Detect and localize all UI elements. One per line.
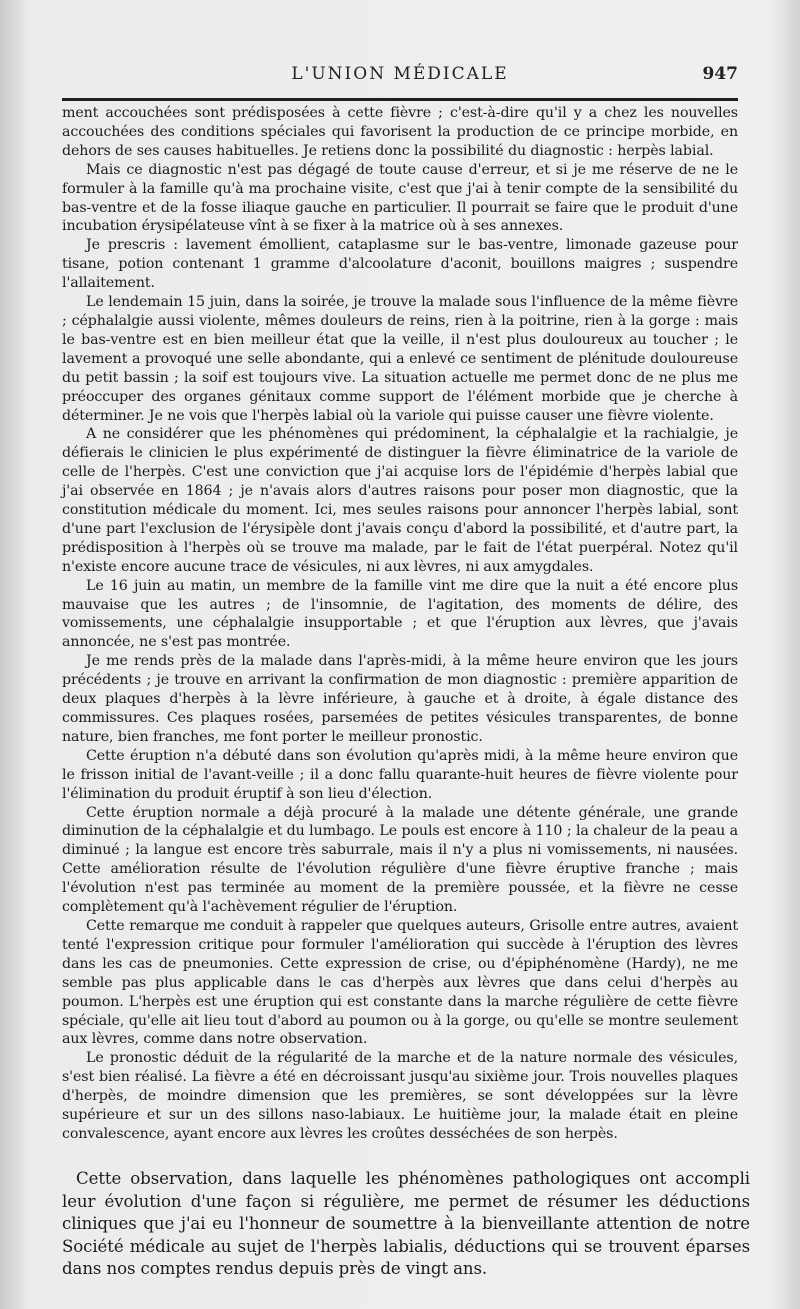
closing-paragraph: Cette observation, dans laquelle les phénomènes pathologiques ont accompli leur évolution d'une façon si régulière, me permet de résumer les déductions cliniques que j'ai eu l'honneur de soumettre à la bienveillante attention de notre Société médicale au sujet de l'herpès labialis, déductions qui se trouvent éparses dans nos comptes rendus depuis près de vingt ans. <box>62 1169 750 1278</box>
paragraph-10: Cette remarque me conduit à rappeler que quelques auteurs, Grisolle entre autres, avaient tenté l'expression critique pour formuler l'amélioration qui succède à l'éruption des lèvres dans les cas de pneumonies. Cette expression de crise, ou d'épiphénomène (Hardy), ne me semble pas plus applicable dans le cas d'herpès aux lèvres que dans celui d'herpès au poumon. L'herpès est une éruption qui est constante dans la marche régulière de cette fièvre spéciale, qu'elle ait lieu tout d'abord au poumon ou à la gorge, ou qu'elle se montre seulement aux lèvres, comme dans notre observation. <box>62 917 738 1048</box>
closing-section <box>62 1168 750 1281</box>
page-header <box>60 64 740 94</box>
header-rule <box>62 98 738 101</box>
paragraph-2: Mais ce diagnostic n'est pas dégagé de toute cause d'erreur, et si je me réserve de ne le formuler à la famille qu'à ma prochaine visite, c'est que j'ai à tenir compte de la sensibilité du bas-ventre et de la fosse iliaque gauche en particulier. Il pourrait se faire que le produit d'une incubation érysipélateuse vînt à se fixer à la matrice où à ses annexes. <box>62 161 738 235</box>
paragraph-6: Le 16 juin au matin, un membre de la famille vint me dire que la nuit a été encore plus mauvaise que les autres ; de l'insomnie, de l'agitation, des moments de délire, des vomissements, une céphalalgie insupportable ; et que l'éruption aux lèvres, que j'avais annoncée, ne s'est pas montrée. <box>62 577 738 651</box>
paragraph-9: Cette éruption normale a déjà procuré à la malade une détente générale, une grande diminution de la céphalalgie et du lumbago. Le pouls est encore à 110 ; la chaleur de la peau a diminué ; la langue est encore très saburrale, mais il n'y a plus ni vomissements, ni nausées. Cette amélioration résulte de l'évolution régulière d'une fièvre éruptive franche ; mais l'évolution n'est pas terminée au moment de la première poussée, et la fièvre ne cesse complètement qu'à l'achèvement régulier de l'éruption. <box>62 804 738 916</box>
paragraph-11: Le pronostic déduit de la régularité de la marche et de la nature normale des vésicules, s'est bien réalisé. La fièvre a été en décroissant jusqu'au sixième jour. Trois nouvelles plaques d'herpès, de moindre dimension que les premières, se sont développées sur la lèvre supérieure et sur un des sillons naso-labiaux. Le huitième jour, la malade était en pleine convalescence, ayant encore aux lèvres les croûtes desséchées de son herpès. <box>62 1050 738 1142</box>
body-text <box>62 104 738 1144</box>
paragraph-1: ment accouchées sont prédisposées à cette fièvre ; c'est-à-dire qu'il y a chez les nouvelles accouchées des conditions spéciales qui favorisent la production de ce principe morbide, en dehors de ses causes habituelles. Je retiens donc la possibilité du diagnostic : herpès labial. <box>62 105 738 159</box>
page-number: 947 <box>702 64 738 84</box>
paragraph-7: Je me rends près de la malade dans l'après-midi, à la même heure environ que les jours précédents ; je trouve en arrivant la confirmation de mon diagnostic : première apparition de deux plaques d'herpès à la lèvre inférieure, à gauche et à droite, à égale distance des commissures. Ces plaques rosées, parsemées de petites vésicules transparentes, de bonne nature, bien franches, me font porter le meilleur pronostic. <box>62 653 738 745</box>
paragraph-5: A ne considérer que les phénomènes qui prédominent, la céphalalgie et la rachialgie, je défierais le clinicien le plus expérimenté de distinguer la fièvre éliminatrice de la variole de celle de l'herpès. C'est une conviction que j'ai acquise lors de l'épidémie d'herpès labial que j'ai observée en 1864 ; je n'avais alors d'autres raisons pour poser mon diagnostic, que la constitution médicale du moment. Ici, mes seules raisons pour annoncer l'herpès labial, sont d'une part l'exclusion de l'érysipèle dont j'avais conçu d'abord la possibilité, et d'autre part, la prédisposition à l'herpès où se trouve ma malade, par le fait de l'état puerpéral. Notez qu'il n'existe encore aucune trace de vésicules, ni aux lèvres, ni aux amygdales. <box>62 426 738 575</box>
paragraph-4: Le lendemain 15 juin, dans la soirée, je trouve la malade sous l'influence de la même fièvre ; céphalalgie aussi violente, mêmes douleurs de reins, rien à la poitrine, rien à la gorge : mais le bas-ventre est en bien meilleur état que la veille, il n'est plus douloureux au toucher ; le lavement a provoqué une selle abondante, qui a enlevé ce sentiment de plénitude douloureuse du petit bassin ; la soif est toujours vive. La situation actuelle me permet donc de ne plus me préoccuper des organes génitaux comme support de l'élément morbide que je cherche à déterminer. Je ne vois que l'herpès labial où la variole qui puisse causer une fièvre violente. <box>62 294 738 424</box>
paragraph-3: Je prescris : lavement émollient, cataplasme sur le bas-ventre, limonade gazeuse pour tisane, potion contenant 1 gramme d'alcoolature d'aconit, bouillons maigres ; suspendre l'allaitement. <box>62 237 738 292</box>
paragraph-8: Cette éruption n'a débuté dans son évolution qu'après midi, à la même heure environ que le frisson initial de l'avant-veille ; il a donc fallu quarante-huit heures de fièvre violente pour l'élimination du produit éruptif à son lieu d'élection. <box>62 747 738 802</box>
running-title: L'UNION MÉDICALE <box>291 64 509 84</box>
